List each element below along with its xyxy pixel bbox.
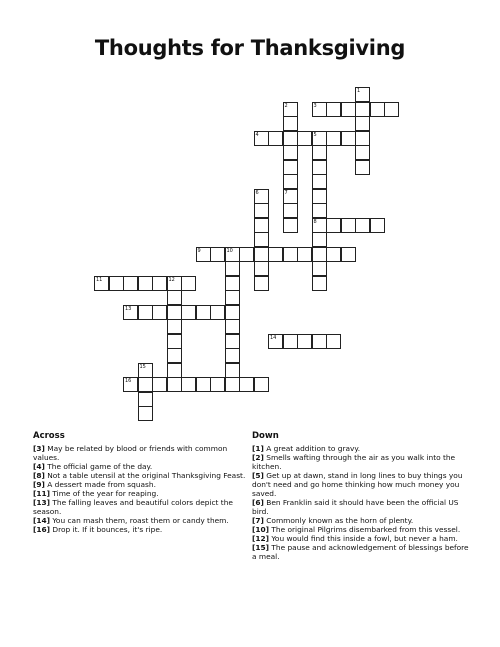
grid-cell[interactable] — [312, 232, 327, 247]
grid-cell[interactable] — [152, 305, 167, 320]
grid-cell[interactable] — [167, 319, 182, 334]
grid-cell[interactable] — [254, 189, 269, 204]
grid-cell[interactable] — [167, 305, 182, 320]
grid-cell[interactable] — [167, 363, 182, 378]
clue-text: The official game of the day. — [44, 462, 153, 471]
down-clue — [252, 471, 472, 498]
grid-cell[interactable] — [138, 377, 153, 392]
grid-cell[interactable] — [268, 131, 283, 146]
grid-cell[interactable] — [210, 305, 225, 320]
grid-cell[interactable] — [123, 276, 138, 291]
clue-text: You can mash them, roast them or candy them. — [50, 516, 229, 525]
clue-text: The original Pilgrims disembarked from this vessel. — [269, 525, 461, 534]
clue-text: The falling leaves and beautiful colors depict the season. — [33, 498, 233, 516]
across-clue — [33, 462, 253, 471]
grid-cell[interactable] — [283, 203, 298, 218]
cell-number: 12 — [168, 276, 175, 283]
grid-cell[interactable] — [254, 276, 269, 291]
cell-number: 13 — [125, 305, 132, 312]
grid-cell[interactable] — [138, 392, 153, 407]
grid-cell[interactable] — [196, 377, 211, 392]
grid-cell[interactable] — [225, 247, 240, 262]
grid-cell[interactable] — [312, 131, 327, 146]
clue-number: [8] — [33, 471, 45, 480]
grid-cell[interactable] — [268, 334, 283, 349]
clue-number: [9] — [33, 480, 45, 489]
grid-cell[interactable] — [341, 102, 356, 117]
grid-cell[interactable] — [167, 377, 182, 392]
grid-cell[interactable] — [167, 348, 182, 363]
grid-cell[interactable] — [355, 218, 370, 233]
grid-cell[interactable] — [138, 363, 153, 378]
grid-cell[interactable] — [326, 102, 341, 117]
grid-cell[interactable] — [254, 247, 269, 262]
grid-cell[interactable] — [167, 334, 182, 349]
grid-cell[interactable] — [225, 276, 240, 291]
grid-cell[interactable] — [312, 247, 327, 262]
grid-cell[interactable] — [196, 247, 211, 262]
grid-cell[interactable] — [283, 247, 298, 262]
grid-cell[interactable] — [138, 406, 153, 421]
clue-number: [2] — [252, 453, 264, 462]
grid-cell[interactable] — [210, 247, 225, 262]
grid-cell[interactable] — [225, 261, 240, 276]
clue-text: Drop it. If it bounces, it's ripe. — [50, 525, 163, 534]
clue-number: [11] — [33, 489, 51, 498]
clue-text: Get up at dawn, stand in long lines to buy things you don't need and go home thinking how much money you saved. — [252, 471, 463, 498]
grid-cell[interactable] — [167, 276, 182, 291]
grid-cell[interactable] — [355, 131, 370, 146]
grid-cell[interactable] — [283, 116, 298, 131]
grid-cell[interactable] — [312, 189, 327, 204]
grid-cell[interactable] — [341, 247, 356, 262]
cell-number: 15 — [139, 363, 146, 370]
grid-cell[interactable] — [210, 377, 225, 392]
clue-number: [7] — [252, 516, 264, 525]
grid-cell[interactable] — [225, 348, 240, 363]
grid-cell[interactable] — [138, 305, 153, 320]
down-heading: Down — [252, 431, 279, 441]
grid-cell[interactable] — [355, 87, 370, 102]
across-heading: Across — [33, 431, 65, 441]
clue-number: [12] — [252, 534, 270, 543]
grid-cell[interactable] — [225, 377, 240, 392]
cell-number: 3 — [313, 102, 317, 109]
grid-cell[interactable] — [384, 102, 399, 117]
clue-text: Ben Franklin said it should have been the official US bird. — [252, 498, 459, 516]
grid-cell[interactable] — [283, 145, 298, 160]
down-clue — [252, 525, 472, 534]
grid-cell[interactable] — [123, 377, 138, 392]
grid-cell[interactable] — [167, 290, 182, 305]
grid-cell[interactable] — [326, 334, 341, 349]
grid-cell[interactable] — [312, 203, 327, 218]
grid-cell[interactable] — [326, 218, 341, 233]
grid-cell[interactable] — [109, 276, 124, 291]
clue-number: [4] — [33, 462, 45, 471]
cell-number: 5 — [313, 131, 317, 138]
grid-cell[interactable] — [297, 247, 312, 262]
down-clue — [252, 453, 472, 471]
clue-number: [6] — [252, 498, 264, 507]
grid-cell[interactable] — [341, 218, 356, 233]
grid-cell[interactable] — [370, 218, 385, 233]
grid-cell[interactable] — [312, 174, 327, 189]
clue-number: [14] — [33, 516, 51, 525]
grid-cell[interactable] — [152, 276, 167, 291]
grid-cell[interactable] — [123, 305, 138, 320]
grid-cell[interactable] — [312, 276, 327, 291]
cell-number: 6 — [255, 189, 259, 196]
cell-number: 16 — [125, 378, 132, 384]
down-clue — [252, 444, 472, 453]
clue-number: [1] — [252, 444, 264, 453]
cell-number: 1 — [357, 88, 361, 94]
cell-number: 2 — [284, 102, 288, 109]
grid-cell[interactable] — [225, 319, 240, 334]
grid-cell[interactable] — [225, 334, 240, 349]
clue-text: A dessert made from squash. — [44, 480, 156, 489]
grid-cell[interactable] — [239, 247, 254, 262]
clue-number: [5] — [252, 471, 264, 480]
grid-cell[interactable] — [312, 261, 327, 276]
grid-cell[interactable] — [254, 131, 269, 146]
clue-number: [10] — [252, 525, 270, 534]
across-clue — [33, 471, 253, 480]
grid-cell[interactable] — [326, 247, 341, 262]
clue-text: Commonly known as the horn of plenty. — [263, 516, 414, 525]
cell-number: 4 — [255, 131, 259, 138]
cell-number: 9 — [197, 247, 201, 254]
across-clue — [33, 480, 253, 489]
grid-cell[interactable] — [225, 363, 240, 378]
grid-cell[interactable] — [181, 276, 196, 291]
clue-text: You would find this inside a fowl, but never a ham. — [269, 534, 458, 543]
clue-text: The pause and acknowledgement of blessings before a meal. — [252, 543, 469, 561]
grid-cell[interactable] — [283, 160, 298, 175]
down-clue — [252, 516, 472, 525]
grid-cell[interactable] — [283, 174, 298, 189]
grid-cell[interactable] — [297, 131, 312, 146]
grid-cell[interactable] — [312, 102, 327, 117]
grid-cell[interactable] — [181, 377, 196, 392]
across-clue — [33, 444, 253, 462]
grid-cell[interactable] — [283, 334, 298, 349]
grid-cell[interactable] — [312, 160, 327, 175]
clue-text: Time of the year for reaping. — [50, 489, 159, 498]
grid-cell[interactable] — [254, 218, 269, 233]
clue-number: [16] — [33, 525, 51, 534]
cell-number: 7 — [284, 189, 288, 196]
clue-text: A great addition to gravy. — [263, 444, 361, 453]
page-title: Thoughts for Thanksgiving — [94, 36, 406, 60]
grid-cell[interactable] — [283, 102, 298, 117]
clue-number: [15] — [252, 543, 270, 552]
cell-number: 10 — [226, 247, 233, 254]
grid-cell[interactable] — [94, 276, 109, 291]
grid-cell[interactable] — [254, 377, 269, 392]
grid-cell[interactable] — [268, 247, 283, 262]
clue-text: Smells wafting through the air as you walk into the kitchen. — [252, 453, 456, 471]
clue-text: Not a table utensil at the original Thanksgiving Feast. — [44, 471, 246, 480]
grid-cell[interactable] — [283, 189, 298, 204]
grid-cell[interactable] — [297, 334, 312, 349]
grid-cell[interactable] — [181, 305, 196, 320]
grid-cell[interactable] — [312, 218, 327, 233]
grid-cell[interactable] — [355, 116, 370, 131]
grid-cell[interactable] — [225, 305, 240, 320]
down-clue — [252, 534, 472, 543]
grid-cell[interactable] — [225, 290, 240, 305]
clue-number: [3] — [33, 444, 45, 453]
grid-cell[interactable] — [355, 145, 370, 160]
cell-number: 8 — [313, 218, 317, 225]
grid-cell[interactable] — [341, 131, 356, 146]
grid-cell[interactable] — [370, 102, 385, 117]
grid-cell[interactable] — [239, 377, 254, 392]
grid-cell[interactable] — [355, 160, 370, 175]
across-clue — [33, 525, 253, 534]
grid-cell[interactable] — [355, 102, 370, 117]
down-clue — [252, 498, 472, 516]
across-clues — [33, 432, 253, 534]
grid-cell[interactable] — [326, 131, 341, 146]
grid-cell[interactable] — [283, 218, 298, 233]
grid-cell[interactable] — [312, 334, 327, 349]
across-clue — [33, 489, 253, 498]
cell-number: 11 — [96, 276, 103, 283]
cell-number: 14 — [270, 334, 277, 341]
grid-cell[interactable] — [254, 261, 269, 276]
grid-cell[interactable] — [283, 131, 298, 146]
grid-cell[interactable] — [196, 305, 211, 320]
grid-cell[interactable] — [312, 145, 327, 160]
down-clue — [252, 543, 472, 561]
clue-text: May be related by blood or friends with common values. — [33, 444, 228, 462]
grid-cell[interactable] — [138, 276, 153, 291]
grid-cell[interactable] — [254, 232, 269, 247]
across-clue — [33, 516, 253, 525]
grid-cell[interactable] — [254, 203, 269, 218]
clue-number: [13] — [33, 498, 51, 507]
grid-cell[interactable] — [152, 377, 167, 392]
across-clue — [33, 498, 253, 516]
down-clues — [252, 432, 472, 561]
